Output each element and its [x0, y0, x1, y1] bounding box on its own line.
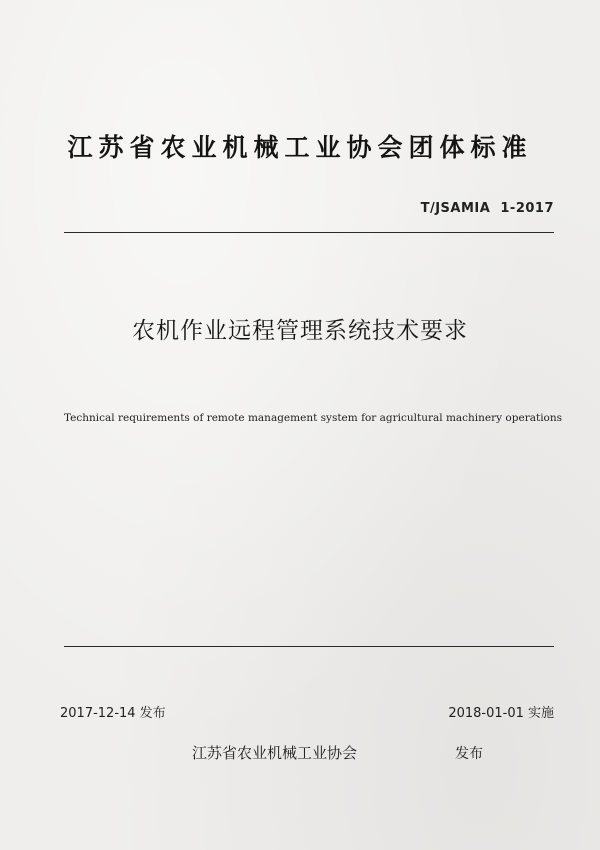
issue-date: 2017-12-14 发布: [60, 706, 166, 721]
bottom-divider: [64, 646, 554, 647]
document-title-cn: 农机作业远程管理系统技术要求: [132, 318, 468, 344]
top-divider: [64, 232, 554, 233]
issuing-organization: 江苏省农业机械工业协会: [192, 744, 358, 762]
organization-title: 江苏省农业机械工业协会团体标准: [67, 133, 533, 162]
issuer-action-label: 发布: [455, 746, 483, 762]
standard-code: T/JSAMIA 1-2017: [420, 201, 554, 216]
implementation-date: 2018-01-01 实施: [448, 706, 554, 721]
document-title-en: Technical requirements of remote management system for agricultural machinery operations: [63, 412, 563, 424]
